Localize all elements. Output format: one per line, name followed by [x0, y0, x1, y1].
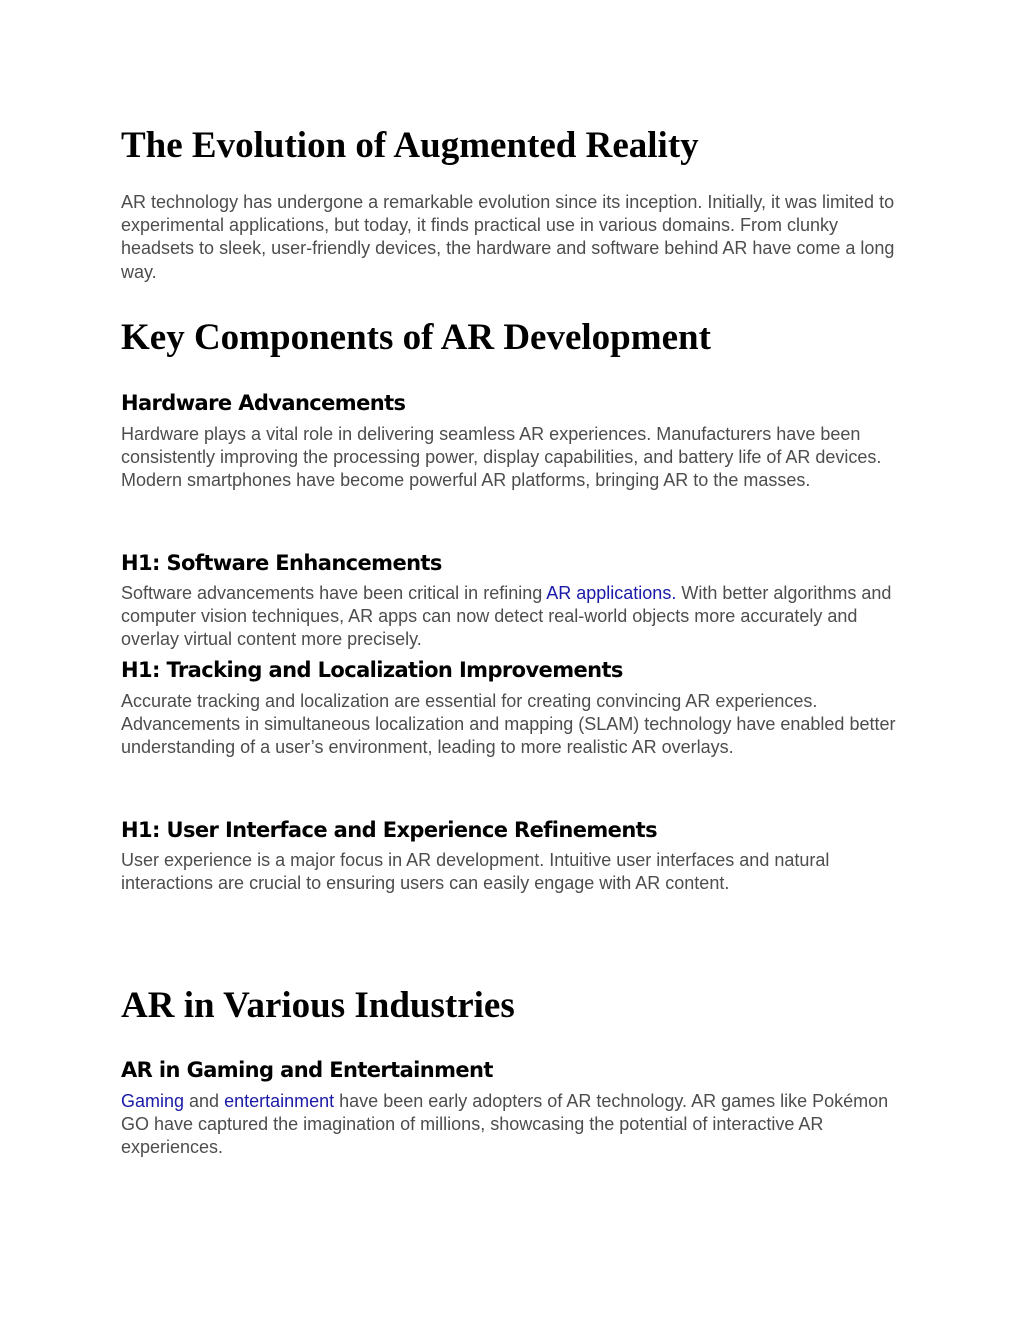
heading-key-components: Key Components of AR Development [121, 317, 711, 358]
paragraph-tracking: Accurate tracking and localization are essential for creating convincing AR experiences. Advancements in simultaneous localization and mapping (SLAM) technology have enabled better understanding of a user’s environment, leading to more realistic AR overlays. [121, 691, 896, 758]
paragraph-software [121, 582, 911, 652]
paragraph-software-text-after: With better algorithms and computer vision techniques, AR apps can now detect real-world objects more accurately and overlay virtual content more precisely. [121, 583, 892, 650]
heading-industries: AR in Various Industries [121, 985, 515, 1026]
paragraph-hardware: Hardware plays a vital role in delivering seamless AR experiences. Manufacturers have been consistently improving the processing power, display capabilities, and battery life of AR devices. Modern smartphones have become powerful AR platforms, bringing AR to the masses. [121, 424, 882, 491]
subheading-software: H1: Software Enhancements [121, 551, 442, 575]
subheading-tracking: H1: Tracking and Localization Improvements [121, 658, 623, 682]
paragraph-evolution: AR technology has undergone a remarkable evolution since its inception. Initially, it was limited to experimental applications, but today, it finds practical use in various domains. From clunky headsets to sleek, user-friendly devices, the hardware and software behind AR have come a long way. [121, 192, 895, 282]
subheading-ui: H1: User Interface and Experience Refinements [121, 818, 658, 842]
link-entertainment[interactable]: entertainment [224, 1091, 335, 1111]
paragraph-ui: User experience is a major focus in AR development. Intuitive user interfaces and natural interactions are crucial to ensuring users can easily engage with AR content. [121, 850, 830, 894]
paragraph-gaming-connector: and [184, 1091, 225, 1111]
link-gaming[interactable]: Gaming [121, 1091, 185, 1111]
paragraph-gaming [121, 1090, 911, 1160]
paragraph-software-text-before: Software advancements have been critical in refining [121, 583, 547, 603]
paragraph-gaming-text: have been early adopters of AR technology. AR games like Pokémon GO have captured the imagination of millions, showcasing the potential of interactive AR experiences. [121, 1091, 889, 1158]
link-ar-applications[interactable]: AR applications. [546, 583, 677, 603]
subheading-hardware: Hardware Advancements [121, 391, 406, 415]
subheading-gaming: AR in Gaming and Entertainment [121, 1058, 493, 1082]
heading-evolution: The Evolution of Augmented Reality [121, 125, 699, 166]
